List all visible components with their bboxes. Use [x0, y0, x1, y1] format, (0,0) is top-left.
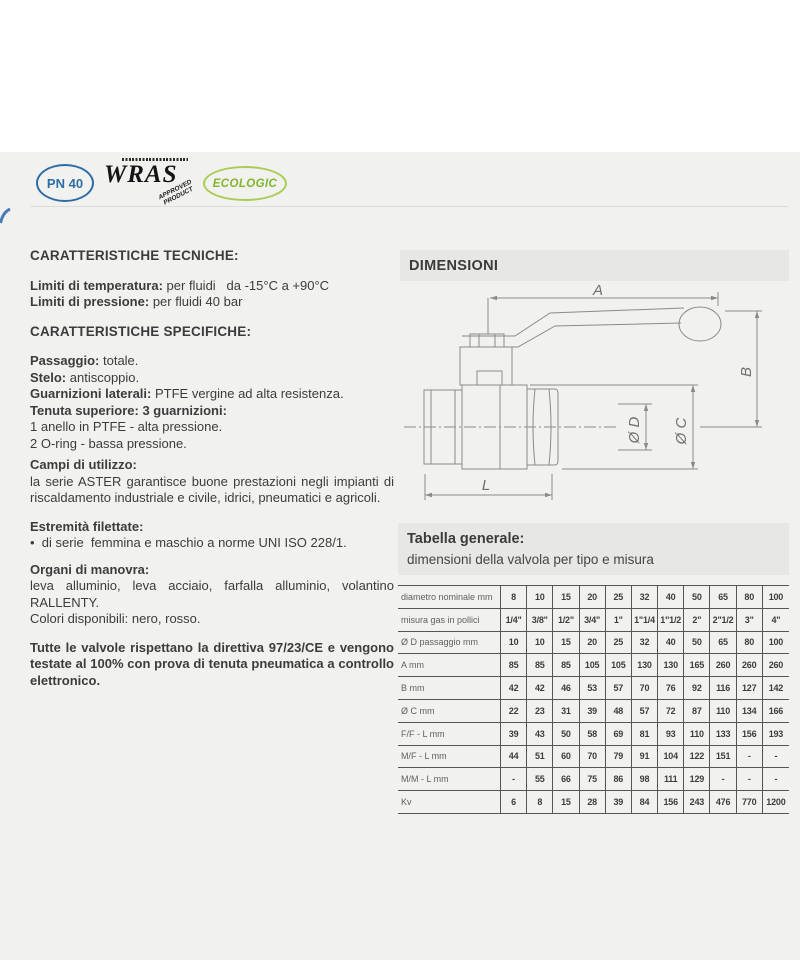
stelo-line	[30, 370, 394, 387]
cell-value: 70	[632, 677, 658, 699]
cell-value: 32	[632, 586, 658, 608]
cell-value: 2"1/2	[710, 609, 736, 631]
row-label: Ø D passaggio mm	[398, 632, 501, 654]
cell-value: 28	[580, 791, 606, 813]
table-row	[398, 790, 789, 813]
technical-text-column	[30, 248, 394, 689]
valve-technical-drawing	[400, 284, 790, 518]
cell-value: 50	[553, 723, 579, 745]
cell-value: 80	[737, 586, 763, 608]
cell-value: 65	[710, 632, 736, 654]
guarnizioni-line	[30, 386, 394, 403]
tenuta-detail-1: 1 anello in PTFE - alta pressione.	[30, 419, 223, 434]
row-label: M/M - L mm	[398, 768, 501, 790]
cell-value: 50	[684, 586, 710, 608]
blue-swoosh-mark	[0, 208, 12, 224]
campi-label: Campi di utilizzo:	[30, 457, 137, 472]
cell-value: 85	[553, 654, 579, 676]
tenuta-label: Tenuta superiore: 3 guarnizioni:	[30, 402, 227, 418]
organi-label: Organi di manovra:	[30, 561, 150, 577]
pn40-badge	[36, 164, 94, 202]
cell-value: 100	[768, 591, 784, 602]
row-label: diametro nominale mm	[398, 586, 501, 608]
cell-value: 193	[768, 728, 784, 739]
pressure-limits-line	[30, 294, 394, 311]
cell-value: 98	[632, 768, 658, 790]
cell-value: 15	[553, 586, 579, 608]
cell-value: 105	[580, 654, 606, 676]
section-title-tecniche: CARATTERISTICHE TECNICHE:	[30, 248, 239, 263]
table-row	[398, 608, 789, 631]
cell-value: 85	[527, 654, 553, 676]
stelo-label: Stelo:	[30, 369, 67, 385]
cell-value: 65	[710, 586, 736, 608]
cell-value: 165	[684, 654, 710, 676]
wras-wordmark: WRAS	[104, 161, 178, 188]
dim-label-L: L	[481, 477, 491, 494]
stelo-value: antiscoppio.	[69, 369, 140, 385]
cell-value: 91	[632, 746, 658, 768]
cell-value: 15	[553, 632, 579, 654]
row-label: M/F - L mm	[398, 746, 501, 768]
cell-value: 156	[737, 723, 763, 745]
cell-value: -	[501, 768, 527, 790]
dimension-arrowheads	[425, 296, 759, 497]
campi-title	[30, 457, 394, 474]
cell-value: 110	[684, 723, 710, 745]
pn40-label: PN 40	[46, 175, 84, 191]
cell-value: 60	[553, 746, 579, 768]
row-label: Ø C mm	[398, 700, 501, 722]
horizontal-divider	[30, 206, 788, 207]
cell-value: 76	[658, 677, 684, 699]
guarnizioni-label: Guarnizioni laterali:	[30, 386, 152, 401]
estremita-text: • di serie femmina e maschio a norme UNI ISO 228/1.	[30, 535, 347, 550]
cell-value: 1200	[766, 797, 786, 808]
dim-label-A: A	[592, 284, 604, 299]
cell-value: 142	[768, 683, 784, 694]
cell-value: 243	[684, 791, 710, 813]
cell-value: 39	[580, 700, 606, 722]
dimensioni-title: DIMENSIONI	[409, 257, 499, 274]
cell-value: 46	[553, 677, 579, 699]
cell-value: 84	[632, 791, 658, 813]
cell-value: 39	[501, 723, 527, 745]
cell-value: 57	[632, 700, 658, 722]
cell-value: 55	[527, 768, 553, 790]
cell-value: 86	[606, 768, 632, 790]
table-row	[398, 585, 789, 608]
cell-value: 151	[710, 746, 736, 768]
estremita-label: Estremità filettate:	[30, 518, 144, 534]
cell-value: 1"1/4	[632, 609, 658, 631]
row-label: F/F - L mm	[398, 723, 501, 745]
temperature-limits-line	[30, 278, 394, 295]
table-row	[398, 745, 789, 768]
temperature-value: per fluidi da -15°C a +90°C	[166, 277, 330, 293]
passaggio-label: Passaggio:	[30, 353, 100, 368]
cell-value: 100	[768, 637, 784, 648]
cell-value: 130	[632, 654, 658, 676]
cell-value: 122	[684, 746, 710, 768]
cell-value: 6	[501, 791, 527, 813]
cell-value: 58	[580, 723, 606, 745]
cell-value: 130	[658, 654, 684, 676]
cell-value: 105	[606, 654, 632, 676]
directive-note: Tutte le valvole rispettano la direttiva 97/23/CE e vengono testate al 100% con prova di tenuta pneumatica a controllo elettronico.	[30, 639, 394, 688]
cell-value: 25	[606, 632, 632, 654]
cell-value: 1"	[606, 609, 632, 631]
cell-value: 31	[553, 700, 579, 722]
cell-value: 166	[768, 705, 784, 716]
cell-value: 40	[658, 632, 684, 654]
cell-value: 69	[606, 723, 632, 745]
cell-value: 53	[580, 677, 606, 699]
wras-approved-product-label: APPROVED PRODUCT	[157, 178, 195, 207]
cell-value: 57	[606, 677, 632, 699]
row-label: Kv	[398, 791, 501, 813]
table-row	[398, 699, 789, 722]
row-label: A mm	[398, 654, 501, 676]
cell-value: 127	[737, 677, 763, 699]
cell-value: 10	[501, 632, 527, 654]
guarnizioni-value: PTFE vergine ad alta resistenza.	[154, 386, 344, 401]
cell-value: 104	[658, 746, 684, 768]
cell-value: 85	[501, 654, 527, 676]
cell-value: 50	[684, 632, 710, 654]
table-row	[398, 676, 789, 699]
cell-value: 260	[737, 654, 763, 676]
row-label: B mm	[398, 677, 501, 699]
cell-value: 3"	[737, 609, 763, 631]
passaggio-line	[30, 353, 394, 370]
cell-value: 770	[737, 791, 763, 813]
cell-value: 42	[501, 677, 527, 699]
cell-value: 51	[527, 746, 553, 768]
cell-value: 75	[580, 768, 606, 790]
cell-value: 134	[737, 700, 763, 722]
cell-value: 22	[501, 700, 527, 722]
cell-value: 10	[527, 586, 553, 608]
general-table	[398, 585, 789, 814]
cell-value: 32	[632, 632, 658, 654]
estremita-title	[30, 519, 394, 536]
cell-value: -	[710, 768, 736, 790]
dimensioni-header-bar	[400, 250, 789, 281]
cell-value: 42	[527, 677, 553, 699]
organi-title	[30, 562, 394, 579]
dim-label-D: Ø D	[626, 416, 643, 444]
tenuta-line	[30, 403, 394, 420]
cell-value: 260	[710, 654, 736, 676]
table-row	[398, 653, 789, 676]
cell-value: -	[774, 751, 778, 762]
passaggio-value: totale.	[102, 353, 139, 368]
cell-value: 3/8"	[527, 609, 553, 631]
cell-value: 25	[606, 586, 632, 608]
ecologic-label: ECOLOGIC	[212, 177, 278, 190]
cell-value: 92	[684, 677, 710, 699]
tenuta-detail-2: 2 O-ring - bassa pressione.	[30, 435, 187, 451]
cell-value: 44	[501, 746, 527, 768]
cell-value: 40	[658, 586, 684, 608]
cell-value: -	[737, 768, 763, 790]
dim-label-C: Ø C	[673, 417, 690, 445]
cell-value: 111	[658, 768, 684, 790]
cell-value: 1/2"	[553, 609, 579, 631]
dim-label-B: B	[738, 366, 755, 378]
tabella-generale-bar	[398, 523, 789, 575]
table-row	[398, 631, 789, 654]
temperature-label: Limiti di temperatura:	[30, 277, 163, 293]
row-label: misura gas in pollici	[398, 609, 501, 631]
cell-value: 1/4"	[501, 609, 527, 631]
tabella-subtitle: dimensioni della valvola per tipo e misura	[407, 552, 654, 567]
cell-value: 8	[501, 586, 527, 608]
cell-value: 79	[606, 746, 632, 768]
ecologic-badge	[203, 166, 287, 201]
cell-value: 66	[553, 768, 579, 790]
cell-value: 110	[710, 700, 736, 722]
cell-value: 10	[527, 632, 553, 654]
organi-text: leva alluminio, leva acciaio, farfalla alluminio, volantino RALLENTY.	[30, 578, 394, 610]
cell-value: 72	[658, 700, 684, 722]
cell-value: 80	[737, 632, 763, 654]
campi-text: la serie ASTER garantisce buone prestazioni negli impianti di riscaldamento industriale e civile, idrici, pneumatici e agricoli.	[30, 473, 394, 505]
cell-value: 4"	[771, 614, 781, 625]
cell-value: 23	[527, 700, 553, 722]
cell-value: 39	[606, 791, 632, 813]
wras-logo	[104, 156, 196, 207]
cell-value: 43	[527, 723, 553, 745]
cell-value: 260	[768, 660, 784, 671]
pressure-value: per fluidi 40 bar	[152, 294, 243, 309]
table-row	[398, 722, 789, 745]
cell-value: -	[737, 746, 763, 768]
cell-value: 2"	[684, 609, 710, 631]
cell-value: 116	[710, 677, 736, 699]
cell-value: 93	[658, 723, 684, 745]
cell-value: 156	[658, 791, 684, 813]
cell-value: 48	[606, 700, 632, 722]
cell-value: 1"1/2	[658, 609, 684, 631]
cell-value: 70	[580, 746, 606, 768]
cell-value: 129	[684, 768, 710, 790]
cell-value: 8	[527, 791, 553, 813]
cell-value: 15	[553, 791, 579, 813]
cell-value: 3/4"	[580, 609, 606, 631]
tabella-title: Tabella generale:	[407, 531, 525, 547]
cell-value: -	[774, 774, 778, 785]
cell-value: 133	[710, 723, 736, 745]
cell-value: 20	[580, 632, 606, 654]
cell-value: 476	[710, 791, 736, 813]
section-title-specifiche: CARATTERISTICHE SPECIFICHE:	[30, 323, 252, 339]
table-row	[398, 767, 789, 790]
pressure-label: Limiti di pressione:	[30, 294, 150, 309]
cell-value: 81	[632, 723, 658, 745]
colori-text: Colori disponibili: nero, rosso.	[30, 611, 201, 626]
cell-value: 20	[580, 586, 606, 608]
cell-value: 87	[684, 700, 710, 722]
